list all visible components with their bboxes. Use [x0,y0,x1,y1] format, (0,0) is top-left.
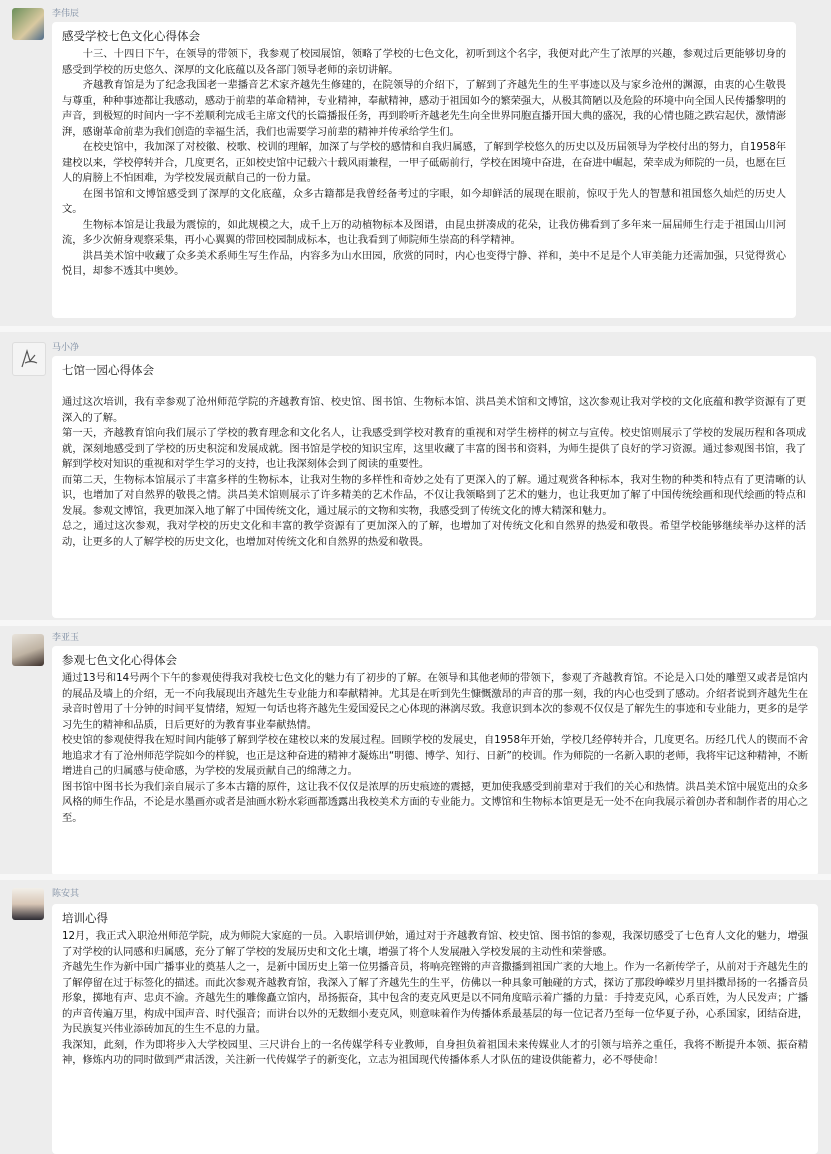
paragraph: 通过这次培训，我有幸参观了沧州师范学院的齐越教育馆、校史馆、图书馆、生物标本馆、洪昌美术馆和文博馆，这次参观让我对学校的文化底蕴和教学资源有了更深入的了解。 [62,396,806,424]
divider [0,620,831,626]
avatar[interactable] [12,342,46,376]
paragraph: 生物标本馆是让我最为震惊的，如此规模之大，成千上万的动植物标本及图谱，由昆虫拼凑成的花朵，让我仿佛看到了多年来一届届师生行走于祖国山川河流，多少次俯身观察采集，再小心翼翼的带回校园制成标本，也让我看到了师院师生崇高的科学精神。 [62,218,786,246]
author-name[interactable]: 李伟辰 [52,9,80,19]
signature-icon [13,343,45,375]
paragraph: 第一天，齐越教育馆向我们展示了学校的教育理念和文化名人，让我感受到学校对教育的重视和对学生榜样的树立与宣传。校史馆则展示了学校的发展历程和各项成就，深刻地感受到了学校的历史积淀和发展成就。图书馆是学校的知识宝库，这里收藏了丰富的图书和资料，为师生提供了良好的学习资源。通过参观图书馆，我了解到学校对知识的重视和对学生学习的支持，也让我深刻体会到了阅读的重要性。 [62,427,806,470]
paragraph: 校史馆的参观使得我在短时间内能够了解到学校在建校以来的发展过程。回顾学校的发展史，自1958年开始，学校几经停转并合，几度更名。历经几代人的锲而不舍地追求才有了沧州师范学院如今的样貌，也正是这种奋进的精神才凝炼出“明德、博学、知行、日新”的校训。作为师院的一名新入职的老师，我将牢记这种精神，不断增进自己的归属感与使命感，为学校的发展贡献自己的绵薄之力。 [62,734,808,777]
post-title: 培训心得 [62,911,108,925]
author-name[interactable]: 李亚玉 [52,633,80,643]
post-title: 感受学校七色文化心得体会 [62,29,200,43]
message-bubble [52,646,818,876]
avatar[interactable] [12,634,44,666]
divider [0,874,831,880]
paragraph: 在校史馆中，我加深了对校徽、校歌、校训的理解，加深了与学校的感情和自我归属感，了解到学校悠久的历史以及历届领导为学校付出的努力，自1958年建校以来，学校停转并合，几度更名，正如校史馆中记载六十载风雨兼程，一甲子砥砺前行，学校在困境中奋进，在奋进中崛起，荣幸成为师院的一员，也愿在巨人的肩膀上不怕困难，为学校发展贡献自己的一份力量。 [62,141,786,184]
message-bubble [52,904,818,1154]
divider [0,326,831,332]
message-bubble [52,356,816,618]
paragraph: 图书馆中图书长为我们亲自展示了多本古籍的原件，这让我不仅仅是浓厚的历史痕迹的震撼，更加使我感受到前辈对于我们的关心和热情。洪昌美术馆中展览出的众多风格的师生作品，不论是水墨画亦或者是油画水粉水彩画都透露出我校美术方面的专业能力。文博馆和生物标本馆更是无一处不在向我展示着创办者和制作者的用心之至。 [62,780,808,824]
author-name[interactable]: 马小净 [52,343,80,353]
paragraph: 而第二天，生物标本馆展示了丰富多样的生物标本，让我对生物的多样性和奇妙之处有了更深入的了解。通过观赏各种标本，我对生物的种类和特点有了更清晰的认识，也增加了对自然界的敬畏之情。洪昌美术馆则展示了许多精美的艺术作品，不仅让我领略到了艺术的魅力，也让我更加了解了中国传统绘画和现代绘画的特点和发展。参观文博馆，我更加深入地了解了中国传统文化，通过展示的文物和实物，我感受到了传统文化的博大精深和魅力。 [62,473,806,517]
message-bubble [52,22,796,318]
paragraph: 齐越教育馆是为了纪念我国老一辈播音艺术家齐越先生修建的，在院领导的介绍下，了解到了齐越先生的生平事迹以及与家乡沧州的渊源，由衷的心生敬畏与尊重，种种事迹都让我感动，感动于前辈的革命精神，专业精神，奉献精神，感动于祖国如今的繁荣强大，从极其简陋以及危险的环境中向全国人民传播黎明的声音，到极短的时间内一字不差顺利完成毛主席文代的长篇播报任务，再到聆听齐越老先生向全世界同胞直播开国大典的盛况，我的心情也随之跌宕起伏，激情澎湃，感谢革命前辈为我们创造的幸福生活，我们也需要学习前辈的精神并传承给学生们。 [62,79,786,138]
paragraph: 我深知，此刻，作为即将步入大学校园里、三尺讲台上的一名传媒学科专业教师，自身担负着祖国未来传媒业人才的引领与培养之重任，我将不断提升本领、振奋精神，修炼内功的同时做到严肃活泼，关注新一代传媒学子的新变化，立志为祖国现代传播体系人才队伍的建设供能蓄力，必不辱使命！ [62,1038,808,1066]
paragraph: 12月，我正式入职沧州师范学院，成为师院大家庭的一员。入职培训伊始，通过对于齐越教育馆、校史馆、图书馆的参观，我深切感受了七色育人文化的魅力，增强了对学校的认同感和归属感，充分了解了学校的发展历史和文化土壤，增强了将个人发展融入学校发展的主动性和荣誉感。 [62,930,808,958]
avatar[interactable] [12,8,44,40]
avatar[interactable] [12,888,44,920]
paragraph: 通过13号和14号两个下午的参观使得我对我校七色文化的魅力有了初步的了解。在领导和其他老师的带领下，参观了齐越教育馆。不论是入口处的雕塑又或者是馆内的展品及墙上的介绍，无一不向我展现出齐越先生专业能力和奉献精神。尤其是在听到先生慷慨激昂的声音的那一刻，我的内心也受到了感动。介绍者说到齐越先生在录音时曾用了十分钟的时间平复情绪，短短一句话也将齐越先生爱国爱民之心体现的淋漓尽致。我意识到本次的参观不仅仅是了解先生的事迹和专业能力，更多的是学习先生的精神和品质，日后更好的为教育事业奉献热情。 [62,672,808,731]
post-title: 参观七色文化心得体会 [62,653,177,667]
author-name[interactable]: 陈安其 [52,889,80,899]
post-title: 七馆一园心得体会 [62,363,154,377]
spacer [62,381,806,395]
paragraph: 齐越先生作为新中国广播事业的奠基人之一，是新中国历史上第一位男播音员，将响亮铿锵的声音撒播到祖国广袤的大地上。作为一名新传学子，从前对于齐越先生的了解停留在过于标签化的描述。而此次参观齐越教育馆，我深入了解了齐越先生的生平，仿佛以一种具象可触碰的方式，探访了那段峥嵘岁月里抖擞昂扬的一名播音员形象，掷地有声、忠贞不渝。齐越先生的雕像矗立馆内，昂扬振奋，其中包含的麦克风更是以不同角度暗示着广播的力量：手持麦克风，心系百姓，为人民发声；广播的声音传遍万里，构成中国声音、时代强音；而讲台以外的无数细小麦克风，则意味着作为传播体系最基层的每一位记者乃至每一位华夏子孙，心系国家，团结奋进，为民族复兴伟业添砖加瓦的生生不息的力量。 [62,961,808,1035]
paragraph: 十三、十四日下午，在领导的带领下，我参观了校园展馆，领略了学校的七色文化，初听到这个名字，我便对此产生了浓厚的兴趣，参观过后更能够切身的感受到学校的历史悠久、深厚的文化底蕴以及各部门领导老师的亲切讲解。 [62,48,786,76]
paragraph: 洪昌美术馆中收藏了众多美术系师生写生作品，内容多为山水田园，欣赏的同时，内心也变得宁静、祥和，美中不足是个人审美能力还需加强，只觉得赏心悦目，却参不透其中奥妙。 [62,249,786,277]
paragraph: 在图书馆和文博馆感受到了深厚的文化底蕴，众多古籍都是我曾经备考过的字眼，如今却鲜活的展现在眼前，惊叹于先人的智慧和祖国悠久灿烂的历史人文。 [62,187,786,215]
paragraph: 总之，通过这次参观，我对学校的历史文化和丰富的教学资源有了更加深入的了解，也增加了对传统文化和自然界的热爱和敬畏。希望学校能够继续举办这样的活动，让更多的人了解学校的历史文化，也增加对传统文化和自然界的热爱和敬畏。 [62,520,806,548]
